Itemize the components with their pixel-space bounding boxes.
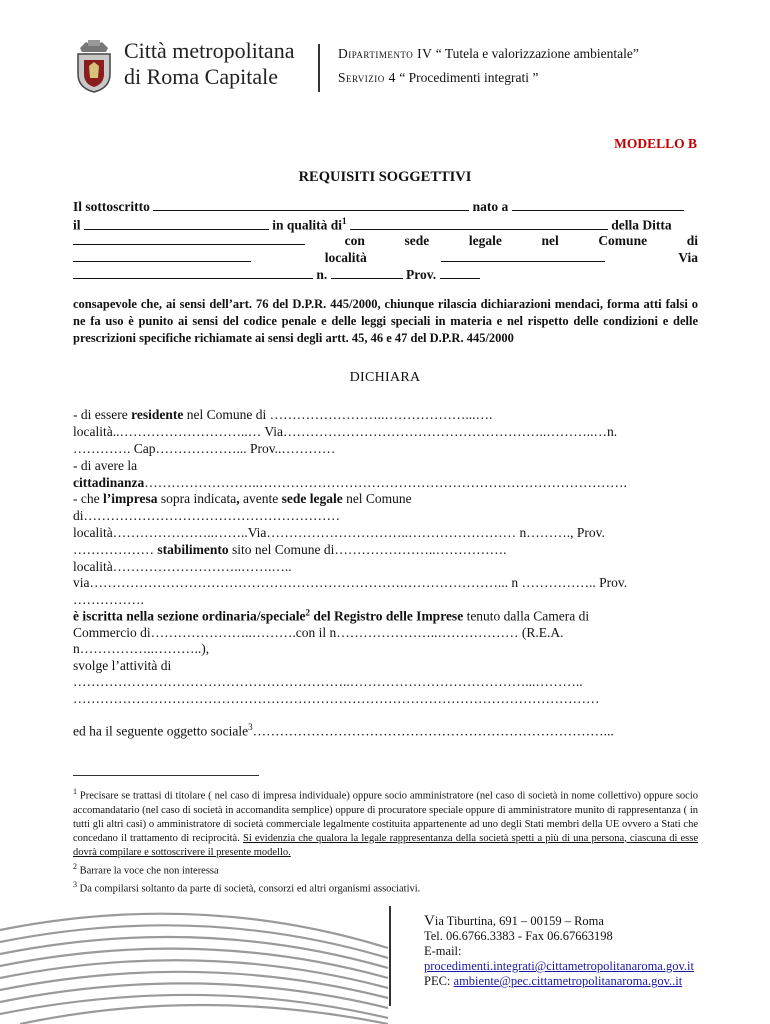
- department-label: Dipartimento IV: [338, 46, 433, 61]
- decl-plant-keyword: stabilimento: [157, 542, 229, 557]
- word-comune: Comune: [598, 233, 648, 248]
- blank-birthdate[interactable]: [84, 218, 269, 230]
- label-della-ditta: della Ditta: [611, 217, 672, 233]
- footnote-1: $^1$ Precisare se trattasi di titolare ( nel caso di impresa individuale) oppure socio amministratore (nel caso di società in nome collettivo) oppure socio accomandatario (nel caso di società in accomandita semplice) oppure di procuratore speciale oppure di amministratore munito di rappresentanza ( in tutti gli altri casi) o amministratore di società commerciale legalmente costituita appartenente ad uno degli Stati membri della UE ovvero a Stati che concedano il trattamento di reciprocità. Si evidenzia che qualora la legale rappresentanza della società spetti a più di una persona, ciascuna di esse dovrà compilare e sottoscrivere il presente modello.: [73, 787, 699, 858]
- decl-plant: ……………… stabilimento sito nel Comune di…………………..…………….: [73, 542, 507, 557]
- intro-line-3: [73, 233, 698, 249]
- organization-name-line2: di Roma Capitale: [124, 64, 278, 89]
- email-label: E-mail:: [424, 944, 462, 958]
- pec-link[interactable]: ambiente@pec.cittametropolitanaroma.gov..it: [453, 974, 683, 988]
- word-sede: sede: [404, 233, 430, 248]
- word-con: con: [344, 233, 365, 248]
- footnote-2: $^2$ Barrare la voce che non interessa: [73, 861, 219, 876]
- decl-residence-cap: …………. Cap………………... Prov..…………: [73, 441, 336, 456]
- document-title: REQUISITI SOGGETTIVI: [298, 169, 472, 185]
- label-province: Prov.: [406, 267, 437, 282]
- footnote-separator: [73, 775, 259, 776]
- decl-registry: è iscritta nella sezione ordinaria/speciale$^2$ del Registro delle Imprese tenuto dalla Camera di: [73, 607, 590, 624]
- address: Via Tiburtina, 691 – 00159 – Roma: [424, 913, 604, 929]
- label-in-qualita-di: in qualità di: [272, 217, 343, 233]
- decl-residence-address: località..………………………..… Via…………………………………………………..………..…n.: [73, 424, 618, 439]
- decl-activity-line-2: ………………………………………………………………………………………………………: [73, 691, 600, 706]
- blank-locality[interactable]: [441, 250, 605, 262]
- decorative-arcs: [0, 890, 390, 1024]
- word-di: di: [686, 233, 698, 248]
- intro-line-2: [73, 216, 698, 234]
- blank-municipality[interactable]: [73, 250, 251, 262]
- footnote-ref-2: 2: [305, 607, 310, 617]
- label-localita: località: [324, 250, 367, 265]
- service-name: “ Procedimenti integrati ”: [399, 70, 539, 85]
- footnote-ref-3: 3: [248, 722, 253, 732]
- footnote-3: $^3$ Da compilarsi soltanto da parte di società, consorzi ed altri organismi associativi.: [73, 880, 421, 895]
- footnote-1-emphasis: Si evidenzia che qualora la legale rappresentanza della società spetti a più di una persona, ciascuna di esse dovrà compilare e sottoscrivere il presente modello.: [73, 832, 699, 858]
- blank-street[interactable]: [73, 267, 313, 279]
- decl-company: - che l’impresa sopra indicata, avente sede legale nel Comune: [73, 491, 412, 506]
- organization-name-line1: Città metropolitana: [124, 38, 295, 63]
- footnote-ref-1: 1: [342, 216, 347, 226]
- decl-residence: - di essere residente nel Comune di ……………………..………………...….: [73, 407, 493, 422]
- label-sottoscritto: Il sottoscritto: [73, 199, 150, 214]
- blank-name[interactable]: [153, 199, 469, 211]
- decl-activity-label: svolge l’attività di: [73, 658, 172, 673]
- blank-role[interactable]: [350, 218, 608, 230]
- decl-rea-number: n……………..………..),: [73, 641, 210, 656]
- decl-social-purpose: ed ha il seguente oggetto sociale$^3$……………………………………………………………………...: [73, 722, 614, 739]
- legal-notice: consapevole che, ai sensi dell’art. 76 del D.P.R. 445/2000, chiunque rilascia dichiarazioni mendaci, forma atti falsi o ne fa uso è punito ai sensi del codice penale e delle leggi speciali in materia e nel rispetto delle condizioni e delle prescrizioni specifiche richiamate ai sensi degli artt. 45, 46 e 47 del D.P.R. 445/2000: [73, 297, 698, 345]
- decl-chamber: Commercio di…………………..……….con il n…………………..……………… (R.E.A.: [73, 625, 564, 640]
- decl-plant-street: via…………………………………………………………….…………………... n …………….. Prov.: [73, 575, 628, 590]
- decl-plant-locality: località………………………..…….…..: [73, 559, 292, 574]
- word-nel: nel: [541, 233, 559, 248]
- footer-divider: [389, 906, 391, 1006]
- declaration-heading: DICHIARA: [349, 370, 421, 385]
- header-divider: [318, 44, 320, 92]
- decl-citizenship: cittadinanza……………………..……………………………………………………………………….: [73, 475, 627, 490]
- organization-name: [124, 38, 294, 90]
- phone-fax: Tel. 06.6766.3383 - Fax 06.67663198: [424, 929, 613, 943]
- form-model-label: MODELLO B: [614, 136, 697, 151]
- footnotes: [73, 785, 698, 897]
- label-il: il: [73, 217, 81, 233]
- blank-birthplace[interactable]: [512, 199, 684, 211]
- decl-company-address: località…………………..……..Via…………………………..…………………… n………., Prov.: [73, 525, 605, 540]
- intro-line-5: [73, 267, 698, 283]
- service-label: Servizio 4: [338, 70, 396, 85]
- department-block: [338, 42, 639, 90]
- blank-street-number[interactable]: [331, 267, 403, 279]
- email-link[interactable]: procedimenti.integrati@cittametropolitanaroma.gov.it: [424, 959, 694, 973]
- coat-of-arms-icon: [72, 38, 116, 94]
- label-via: Via: [678, 250, 698, 265]
- decl-company-municipality: di…………………………………………………: [73, 508, 341, 523]
- decl-residence-keyword: residente: [131, 407, 184, 422]
- department-name: “ Tutela e valorizzazione ambientale”: [435, 46, 639, 61]
- intro-line-1: [73, 199, 698, 215]
- decl-plant-province: …………….: [73, 592, 144, 607]
- blank-company[interactable]: [73, 233, 305, 245]
- pec-label: PEC:: [424, 974, 454, 988]
- decl-activity-line-1: ……………………………………………………..…………………………………...………..: [73, 674, 583, 689]
- decl-citizenship-intro: - di avere la: [73, 458, 138, 473]
- label-number: n.: [316, 267, 328, 282]
- intro-line-4: [73, 250, 698, 266]
- label-nato-a: nato a: [472, 199, 509, 214]
- decl-citizenship-keyword: cittadinanza: [73, 475, 145, 490]
- contact-block: [424, 914, 694, 989]
- word-legale: legale: [468, 233, 502, 248]
- blank-province[interactable]: [440, 267, 480, 279]
